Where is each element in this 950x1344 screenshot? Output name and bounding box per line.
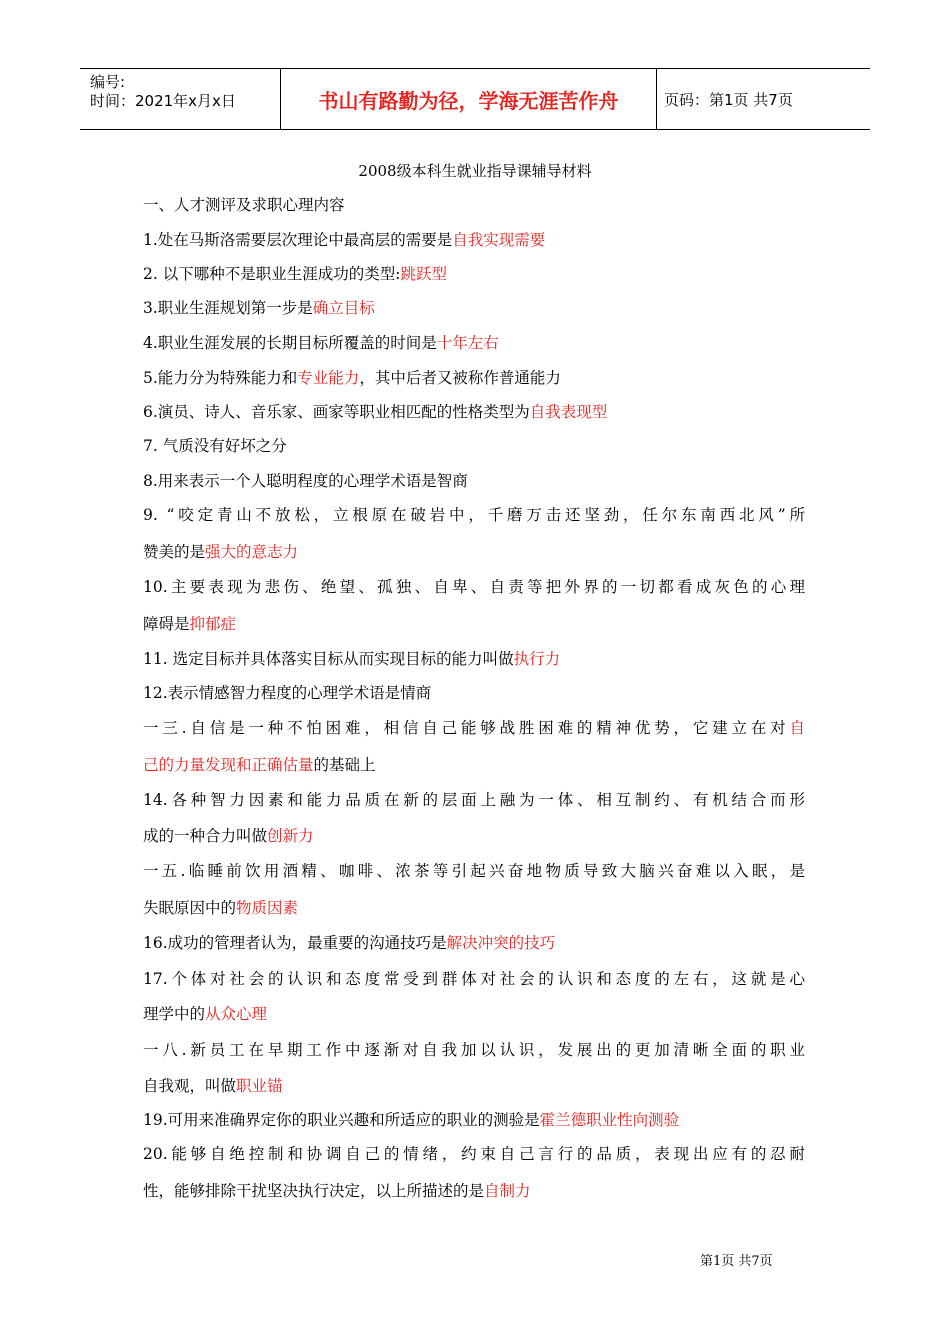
answer-text: 自 — [789, 719, 805, 737]
question-line — [143, 400, 607, 422]
answer-text: 抑郁症 — [189, 615, 237, 633]
question-line — [143, 296, 375, 318]
answer-text: 自我表现型 — [529, 403, 608, 421]
header-page-number: 页码：第1页 共7页 — [664, 90, 793, 109]
document-title: 2008级本科生就业指导课辅导材料 — [358, 162, 592, 180]
header-page-cell — [656, 69, 870, 129]
answer-text: 十年左右 — [436, 334, 499, 352]
question-text: 2. 以下哪种不是职业生涯成功的类型: — [143, 265, 401, 283]
question-text: ，其中后者又被称作普通能力 — [359, 369, 561, 387]
answer-text: 从众心理 — [205, 1005, 268, 1023]
question-line — [143, 1108, 679, 1130]
question-line — [143, 469, 468, 491]
question-line — [143, 788, 805, 810]
question-text: 一五.临睡前饮用酒精、咖啡、浓茶等引起兴奋地物质导致大脑兴奋难以入眠，是 — [143, 862, 805, 880]
question-text: 8.用来表示一个人聪明程度的心理学术语是智商 — [143, 472, 468, 490]
answer-text: 霍兰德职业性向测验 — [539, 1111, 680, 1129]
answer-text: 专业能力 — [297, 369, 360, 387]
question-line — [143, 681, 431, 703]
question-text: 14.各种智力因素和能力品质在新的层面上融为一体、相互制约、有机结合而形 — [143, 791, 805, 809]
answer-text: 职业锚 — [236, 1077, 283, 1095]
question-text: 20.能够自绝控制和协调自己的情绪，约束自己言行的品质，表现出应有的忍耐 — [143, 1145, 805, 1163]
question-line — [143, 716, 805, 738]
answer-text: 物质因素 — [236, 899, 299, 917]
question-line — [143, 434, 287, 456]
question-line — [143, 824, 314, 846]
page-footer: 第1页 共7页 — [700, 1254, 773, 1269]
document-time-label: 时间：2021年x月x日 — [90, 92, 236, 110]
page-header — [80, 68, 870, 130]
question-text: 10.主要表现为悲伤、绝望、孤独、自卑、自责等把外界的一切都看成灰色的心理 — [143, 578, 805, 596]
question-line — [143, 1179, 531, 1201]
question-line — [143, 575, 805, 597]
question-text: 一三.自信是一种不怕困难，相信自己能够战胜困难的精神优势，它建立在对 — [143, 719, 790, 737]
question-line — [143, 1142, 805, 1164]
answer-text: 执行力 — [513, 650, 561, 668]
answer-text: 自我实现需要 — [452, 231, 546, 249]
question-text: 3.职业生涯规划第一步是 — [143, 299, 313, 317]
answer-text: 创新力 — [267, 827, 314, 845]
question-line — [143, 1002, 267, 1024]
question-line — [143, 859, 805, 881]
answer-text: 强大的意志力 — [205, 543, 299, 561]
answer-text: 解决冲突的技巧 — [446, 934, 556, 952]
section-heading: 一、人才测评及求职心理内容 — [143, 196, 345, 214]
question-text: 11. 选定目标并具体落实目标从而实现目标的能力叫做 — [143, 650, 514, 668]
answer-text: 自制力 — [484, 1182, 531, 1200]
question-text: 6.演员、诗人、音乐家、画家等职业相匹配的性格类型为 — [143, 403, 530, 421]
question-line — [143, 612, 236, 634]
question-text: 障碍是 — [143, 615, 190, 633]
document-number-label: 编号: — [90, 73, 126, 91]
question-text: 4.职业生涯发展的长期目标所覆盖的时间是 — [143, 334, 437, 352]
question-text: 1.处在马斯洛需要层次理论中最高层的需要是 — [143, 231, 453, 249]
question-line — [143, 931, 555, 953]
question-text: 17.个体对社会的认识和态度常受到群体对社会的认识和态度的左右，这就是心 — [143, 970, 805, 988]
question-text: 成的一种合力叫做 — [143, 827, 268, 845]
question-text: 性，能够排除干扰坚决执行决定，以上所描述的是 — [143, 1182, 485, 1200]
question-line — [143, 366, 561, 388]
header-motto: 书山有路勤为径，学海无涯苦作舟 — [318, 88, 619, 113]
question-line — [143, 967, 805, 989]
question-text: 19.可用来准确界定你的职业兴趣和所适应的职业的测验是 — [143, 1111, 540, 1129]
question-text: 自我观，叫做 — [143, 1077, 237, 1095]
header-meta-cell — [80, 69, 280, 129]
question-line — [143, 753, 376, 775]
question-line — [143, 540, 298, 562]
question-text: 理学中的 — [143, 1005, 206, 1023]
answer-text: 己的力量发现和正确估量 — [143, 756, 314, 774]
question-line — [143, 647, 560, 669]
answer-text: 确立目标 — [312, 299, 375, 317]
answer-text: 跳跃型 — [400, 265, 447, 283]
question-text: 失眠原因中的 — [143, 899, 237, 917]
question-text: 9. “咬定青山不放松，立根原在破岩中，千磨万击还坚劲，任尔东南西北风”所 — [143, 506, 805, 524]
question-text: 一八.新员工在早期工作中逐渐对自我加以认识，发展出的更加清晰全面的职业 — [143, 1041, 805, 1059]
question-text: 12.表示情感智力程度的心理学术语是情商 — [143, 684, 432, 702]
question-text: 赞美的是 — [143, 543, 206, 561]
question-line — [143, 262, 447, 284]
question-text: 5.能力分为特殊能力和 — [143, 369, 298, 387]
question-line — [143, 896, 298, 918]
question-line — [143, 503, 805, 525]
question-line — [143, 1038, 805, 1060]
question-text: 7. 气质没有好坏之分 — [143, 437, 287, 455]
header-motto-cell — [280, 69, 657, 129]
question-text: 的基础上 — [313, 756, 376, 774]
question-line — [143, 331, 499, 353]
question-text: 16.成功的管理者认为，最重要的沟通技巧是 — [143, 934, 447, 952]
question-line — [143, 1074, 283, 1096]
question-line — [143, 228, 545, 250]
